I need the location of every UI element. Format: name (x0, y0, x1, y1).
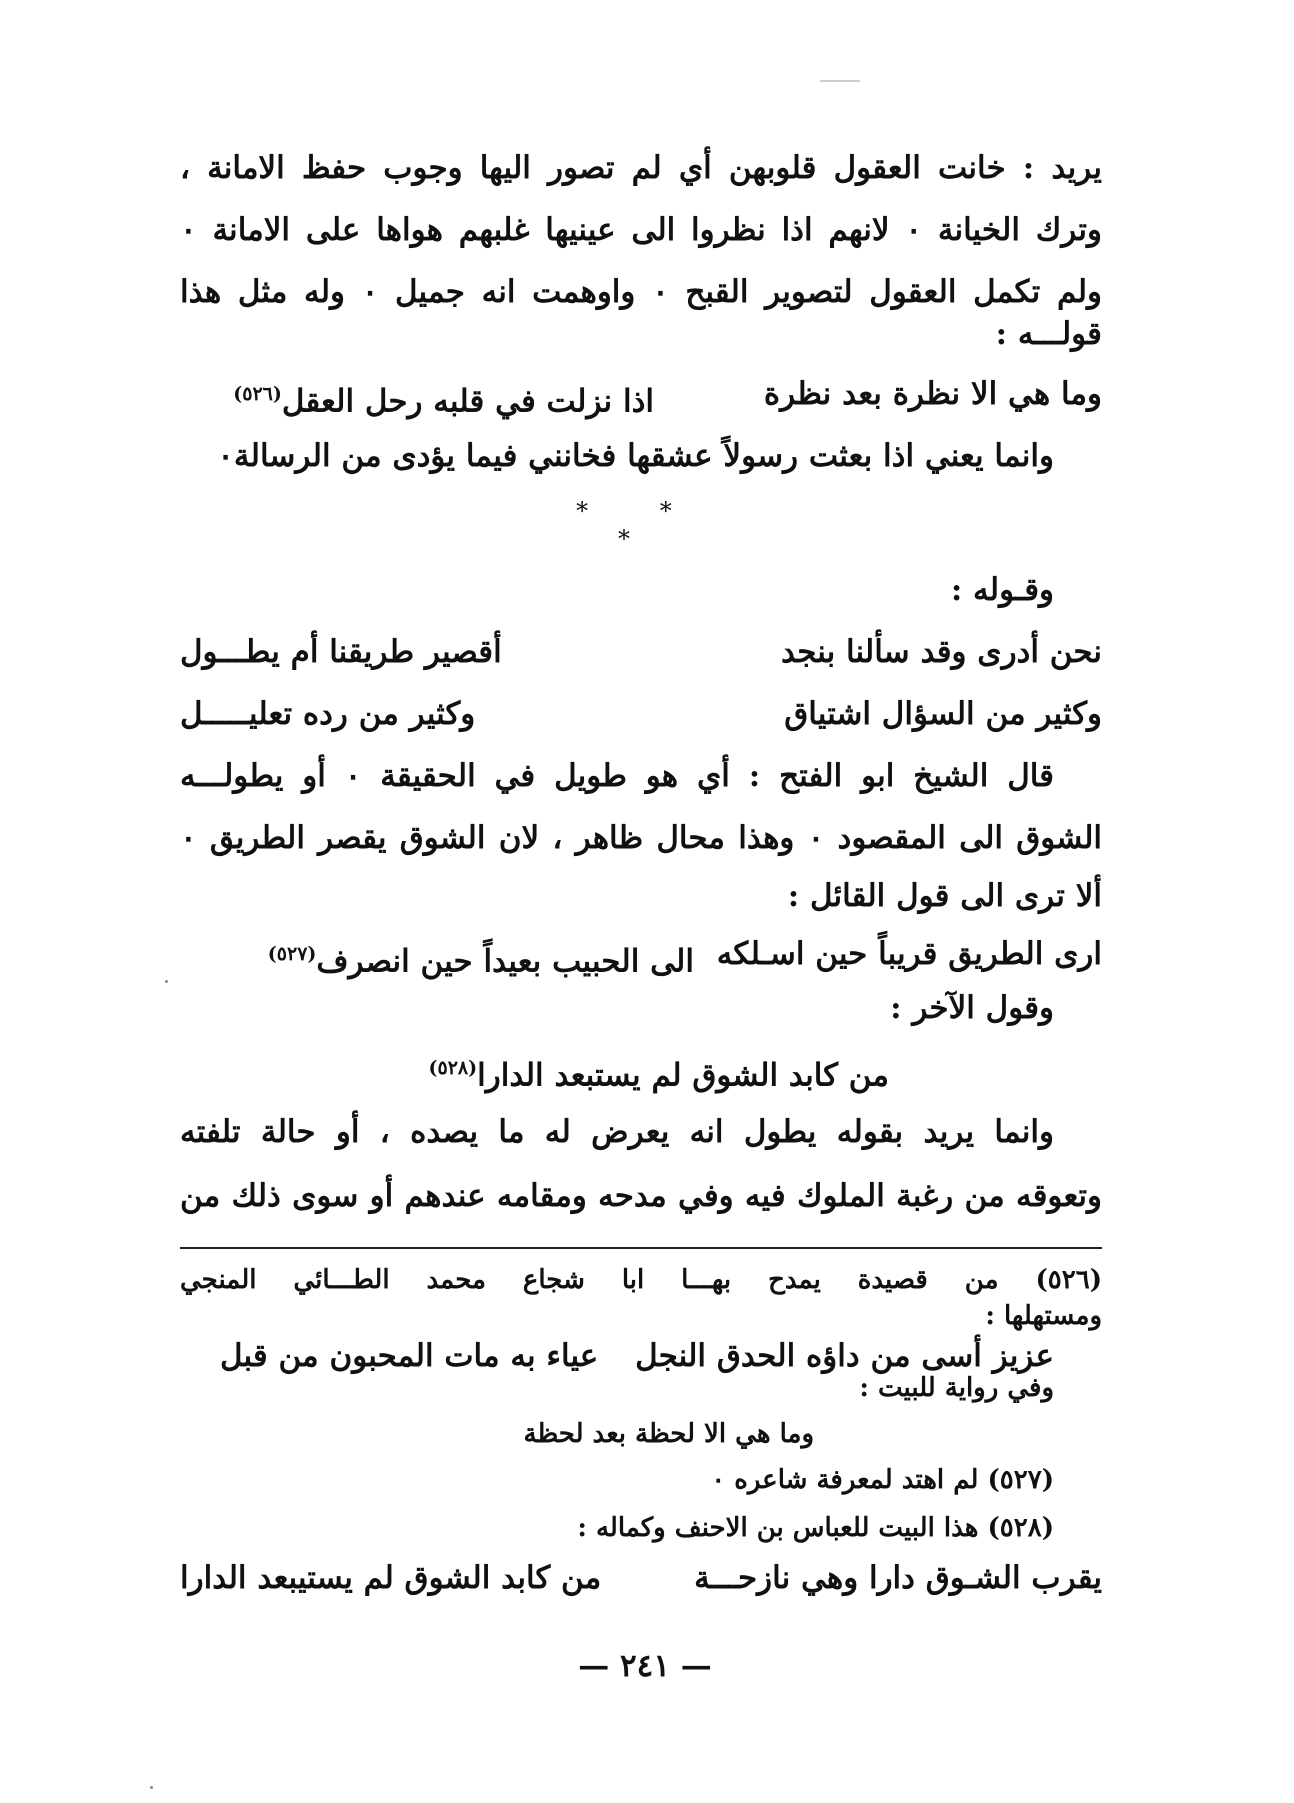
verse-hemistich-left (233, 372, 654, 423)
body-line: وانما يعني اذا بعثت رسولاً عشقها فخانني فيما يؤدى من الرسالة٠ (217, 438, 1054, 474)
footnote-line: وفي رواية للبيت : (859, 1373, 1054, 1403)
footnote-verse-left: من كابد الشوق لم يستيبعد الدارا (180, 1560, 602, 1596)
footnote-line: ومستهلها : (985, 1301, 1102, 1331)
verse-single (429, 1046, 890, 1097)
body-line: ألا ترى الى قول القائل : (787, 878, 1102, 914)
verse-hemistich-right: وكثير من السؤال اشتياق (784, 696, 1102, 732)
page-number: — ٢٤١ — (578, 1648, 712, 1684)
verse-hemistich-left (268, 932, 694, 983)
body-line: وتعوقه من رغبة الملوك فيه وفي مدحه ومقامه عندهم أو سوى ذلك من (180, 1178, 1102, 1214)
footnote-line: (٥٢٨) هذا البيت للعباس بن الاحنف وكماله : (577, 1513, 1054, 1543)
verse-hemistich-right: ارى الطريق قريباً حين اسـلكه (716, 936, 1102, 972)
verse-hemistich-right: نحن أدرى وقد سألنا بنجد (780, 634, 1102, 670)
footnote-ref: (٥٢٦) (233, 383, 282, 405)
body-line: وانما يريد بقوله يطول انه يعرض له ما يصده ، أو حالة تلفته (180, 1114, 1054, 1150)
footnote-line: (٥٢٧) لم اهتد لمعرفة شاعره ٠ (711, 1465, 1054, 1495)
body-line: يريد : خانت العقول قلوبهن أي لم تصور اليها وجوب حفظ الامانة ، (180, 150, 1102, 186)
verse-hemistich-right: وما هي الا نظرة بعد نظرة (763, 376, 1102, 412)
scan-speck (165, 980, 168, 983)
body-line: الشوق الى المقصود ٠ وهذا محال ظاهر ، لان الشوق يقصر الطريق ٠ (180, 820, 1103, 856)
footnote-line: (٥٢٦) من قصيدة يمدح بهـــا ابا شجاع محمد الطـــائي المنجي (180, 1265, 1102, 1295)
footnote-line: وما هي الا لحظة بعد لحظة (523, 1419, 814, 1449)
body-line: وقول الآخر : (890, 990, 1054, 1026)
footnote-verse-right: يقرب الشـوق دارا وهي نازحـــة (694, 1560, 1102, 1596)
body-line: وقـوله : (950, 572, 1054, 608)
body-line: قولـــه : (995, 316, 1102, 352)
footnote-ref: (٥٢٨) (428, 1057, 478, 1079)
body-line: وترك الخيانة ٠ لانهم اذا نظروا الى عينيها غلبهم هواها على الامانة ٠ (180, 212, 1102, 248)
verse-text: من كابد الشوق لم يستبعد الدارا (477, 1057, 889, 1094)
scan-speck (150, 1786, 153, 1789)
verse-hemistich-left: أقصير طريقنا أم يطـــول (180, 634, 502, 670)
verse-hemistich-left: وكثير من رده تعليـــــل (180, 696, 476, 732)
footnote-verse-left: عياء به مات المحبون من قبل (220, 1338, 599, 1374)
footnote-ref: (٥٢٧) (267, 943, 317, 965)
scan-speck (820, 80, 860, 82)
verse-text: اذا نزلت في قلبه رحل العقل (281, 383, 654, 420)
body-line: قال الشيخ ابو الفتح : أي هو طويل في الحقيقة ٠ أو يطولـــه (180, 758, 1054, 794)
footnote-verse-right: عزيز أسى من داؤه الحدق النجل (635, 1338, 1054, 1374)
section-separator: * * * (576, 497, 704, 553)
footnote-divider (180, 1247, 1102, 1249)
body-line: ولم تكمل العقول لتصوير القبح ٠ واوهمت انه جميل ٠ وله مثل هذا (180, 274, 1102, 310)
verse-text: الى الحبيب بعيداً حين انصرف (316, 943, 694, 980)
